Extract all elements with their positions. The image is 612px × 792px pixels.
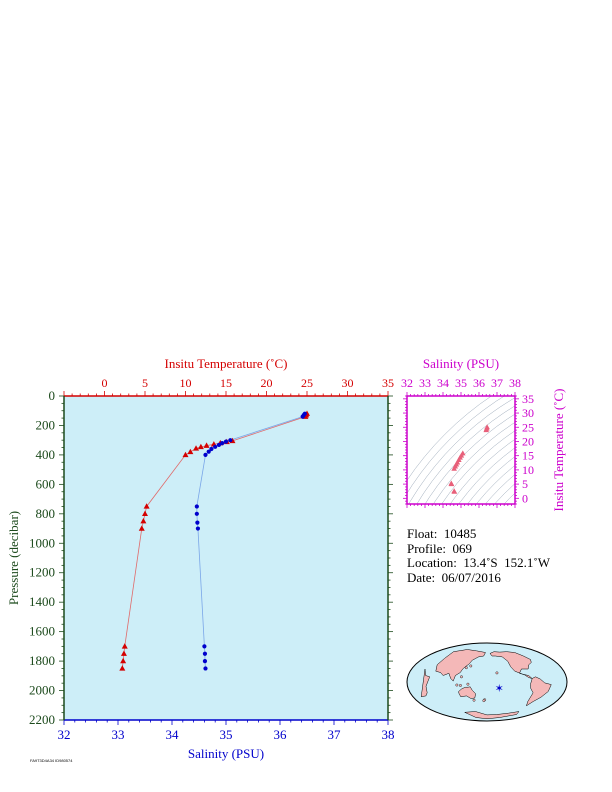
map-island bbox=[496, 672, 498, 674]
bottom-tick-label: 37 bbox=[327, 727, 341, 742]
profile-row bbox=[407, 542, 550, 557]
salinity-point bbox=[195, 504, 199, 508]
salinity-point bbox=[217, 443, 221, 447]
top-tick-label: 25 bbox=[301, 376, 313, 390]
footer-id-text: FA9T3D4A34 ID980574 bbox=[30, 758, 73, 763]
bottom-tick-label: 36 bbox=[273, 727, 287, 742]
top-tick-label: 30 bbox=[341, 376, 354, 390]
salinity-point bbox=[202, 644, 206, 648]
top-axis-label: Insitu Temperature (˚C) bbox=[164, 356, 288, 371]
float-label: Float: bbox=[407, 526, 438, 541]
ts-contour-line bbox=[466, 455, 612, 792]
map-island bbox=[470, 665, 472, 667]
ts-right-tick-label: 25 bbox=[522, 420, 534, 435]
ts-top-tick-label: 35 bbox=[455, 376, 467, 390]
ts-top-tick-label: 33 bbox=[419, 376, 431, 390]
left-tick-label: 1200 bbox=[29, 564, 55, 580]
ts-contour-line bbox=[550, 539, 612, 769]
ts-top-tick-label: 37 bbox=[491, 376, 503, 390]
salinity-point bbox=[196, 526, 200, 530]
map-island bbox=[460, 676, 462, 678]
salinity-point bbox=[228, 438, 232, 442]
salinity-point bbox=[213, 445, 217, 449]
profile-value: 069 bbox=[452, 540, 472, 556]
ts-top-tick-label: 34 bbox=[437, 376, 449, 390]
ts-plot-area bbox=[407, 396, 515, 504]
left-tick-label: 400 bbox=[35, 446, 55, 462]
ts-right-tick-label: 5 bbox=[522, 477, 528, 492]
left-tick-label: 1600 bbox=[29, 623, 55, 639]
ts-right-tick-label: 20 bbox=[522, 434, 534, 449]
main-plot-area bbox=[64, 396, 388, 720]
ts-contour-line bbox=[480, 469, 612, 792]
location-row bbox=[407, 556, 550, 571]
top-tick-label: 35 bbox=[382, 376, 394, 390]
ts-top-axis-label: Salinity (PSU) bbox=[422, 356, 500, 371]
date-row bbox=[407, 571, 550, 586]
top-tick-label: 0 bbox=[101, 376, 108, 390]
float-row bbox=[407, 527, 550, 542]
date-label: Date: bbox=[407, 569, 436, 585]
ts-contour-line bbox=[557, 546, 612, 762]
ts-contour-line bbox=[571, 560, 612, 748]
top-tick-label: 15 bbox=[220, 376, 232, 390]
left-tick-label: 200 bbox=[35, 417, 55, 433]
salinity-point bbox=[203, 666, 207, 670]
left-tick-label: 600 bbox=[35, 476, 55, 492]
salinity-point bbox=[224, 440, 228, 444]
ts-contour-line bbox=[543, 532, 612, 776]
ts-contour-line bbox=[564, 553, 612, 755]
left-tick-label: 1000 bbox=[29, 535, 55, 551]
bottom-tick-label: 34 bbox=[165, 727, 179, 742]
left-axis-label: Pressure (decibar) bbox=[6, 510, 21, 606]
left-tick-label: 800 bbox=[35, 505, 55, 521]
ts-top-tick-label: 36 bbox=[473, 376, 485, 390]
location-value: 13.4˚S 152.1˚W bbox=[463, 555, 550, 570]
ts-contour-line bbox=[487, 476, 612, 792]
salinity-point bbox=[207, 450, 211, 454]
location-label: Location: bbox=[407, 555, 457, 570]
top-tick-label: 20 bbox=[260, 376, 273, 390]
map-island bbox=[465, 667, 467, 669]
map-island bbox=[483, 699, 485, 701]
left-tick-label: 0 bbox=[48, 388, 55, 403]
ts-top-tick-label: 32 bbox=[401, 376, 413, 390]
profile-label: Profile: bbox=[407, 540, 446, 556]
ts-right-tick-label: 30 bbox=[522, 406, 534, 421]
top-tick-label: 10 bbox=[179, 376, 192, 390]
salinity-point bbox=[203, 652, 207, 656]
ts-top-tick-label: 38 bbox=[509, 376, 521, 390]
salinity-point bbox=[203, 659, 207, 663]
bottom-tick-label: 33 bbox=[111, 727, 125, 742]
left-tick-label: 2000 bbox=[29, 682, 55, 698]
bottom-tick-label: 38 bbox=[381, 727, 395, 742]
left-tick-label: 2200 bbox=[29, 712, 55, 727]
left-tick-label: 1800 bbox=[29, 653, 55, 669]
map-island bbox=[473, 699, 475, 701]
salinity-point bbox=[195, 521, 199, 525]
map-island bbox=[467, 683, 469, 685]
top-tick-label: 5 bbox=[142, 376, 148, 390]
bottom-tick-label: 32 bbox=[57, 727, 71, 742]
map-island bbox=[459, 684, 461, 686]
float-value: 10485 bbox=[443, 526, 477, 541]
float-location-marker: ✶ bbox=[494, 682, 504, 695]
ts-right-axis-label: Insitu Temperature (˚C) bbox=[551, 388, 566, 512]
world-map bbox=[407, 643, 567, 721]
salinity-point bbox=[195, 512, 199, 516]
bottom-axis-label: Salinity (PSU) bbox=[187, 746, 265, 761]
float-info-block bbox=[407, 527, 550, 585]
ts-right-tick-label: 35 bbox=[522, 391, 534, 406]
salinity-point bbox=[301, 415, 305, 419]
ts-contour-line bbox=[473, 462, 612, 792]
date-value: 06/07/2016 bbox=[441, 569, 501, 585]
bottom-tick-label: 35 bbox=[219, 727, 233, 742]
salinity-point bbox=[203, 453, 207, 457]
ts-right-tick-label: 0 bbox=[522, 491, 528, 506]
ts-right-tick-label: 15 bbox=[522, 448, 534, 463]
map-island bbox=[456, 684, 458, 686]
ts-right-tick-label: 10 bbox=[522, 462, 534, 477]
left-tick-label: 1400 bbox=[29, 594, 55, 610]
